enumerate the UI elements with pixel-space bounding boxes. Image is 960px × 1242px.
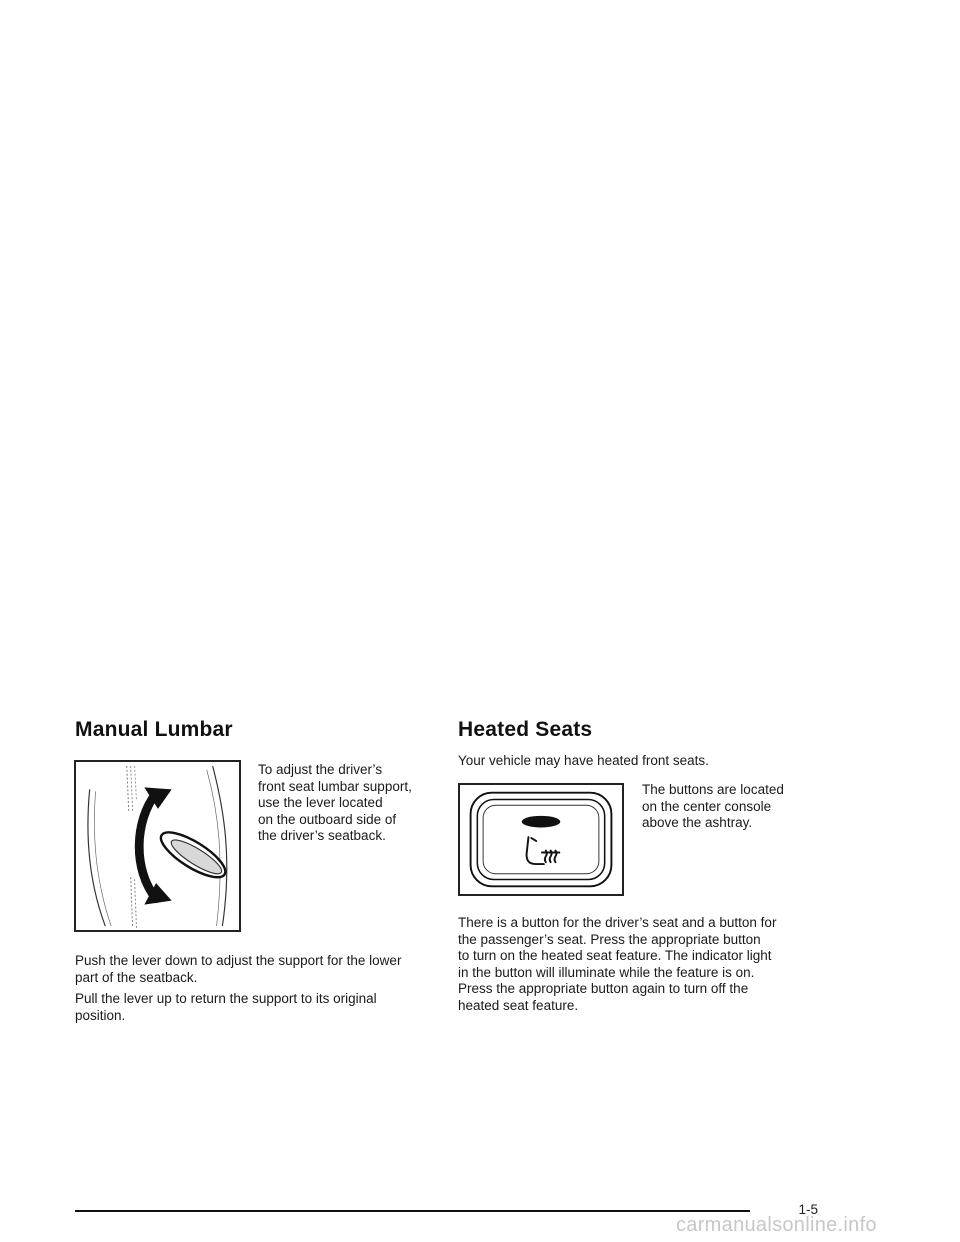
lumbar-intro-text: To adjust the driver’s front seat lumbar support, use the lever located on the outboard side of the driver’s seatback.: [258, 762, 412, 843]
heated-seats-location-text: The buttons are located on the center console above the ashtray.: [642, 782, 784, 830]
page-number: 1-5: [798, 1202, 818, 1217]
heated-seats-intro: Your vehicle may have heated front seats.: [458, 753, 709, 768]
manual-lumbar-heading: Manual Lumbar: [75, 718, 233, 741]
watermark: carmanualsonline.info: [676, 1214, 877, 1236]
lumbar-pull-text: Pull the lever up to return the support to its original position.: [75, 991, 377, 1023]
footer-rule: [75, 1210, 750, 1212]
heated-seats-heading: Heated Seats: [458, 718, 593, 741]
lumbar-lever-illustration: [74, 760, 241, 932]
heated-seats-instructions: There is a button for the driver’s seat and a button for the passenger’s seat. Press the appropriate button to turn on the heated seat feature. The indicator light in the button will illuminate while the feature is on. Press the appropriate button again to turn off the heated seat feature.: [458, 915, 777, 1013]
heated-seat-button-illustration: [458, 783, 624, 896]
lumbar-push-text: Push the lever down to adjust the support for the lower part of the seatback.: [75, 953, 402, 985]
